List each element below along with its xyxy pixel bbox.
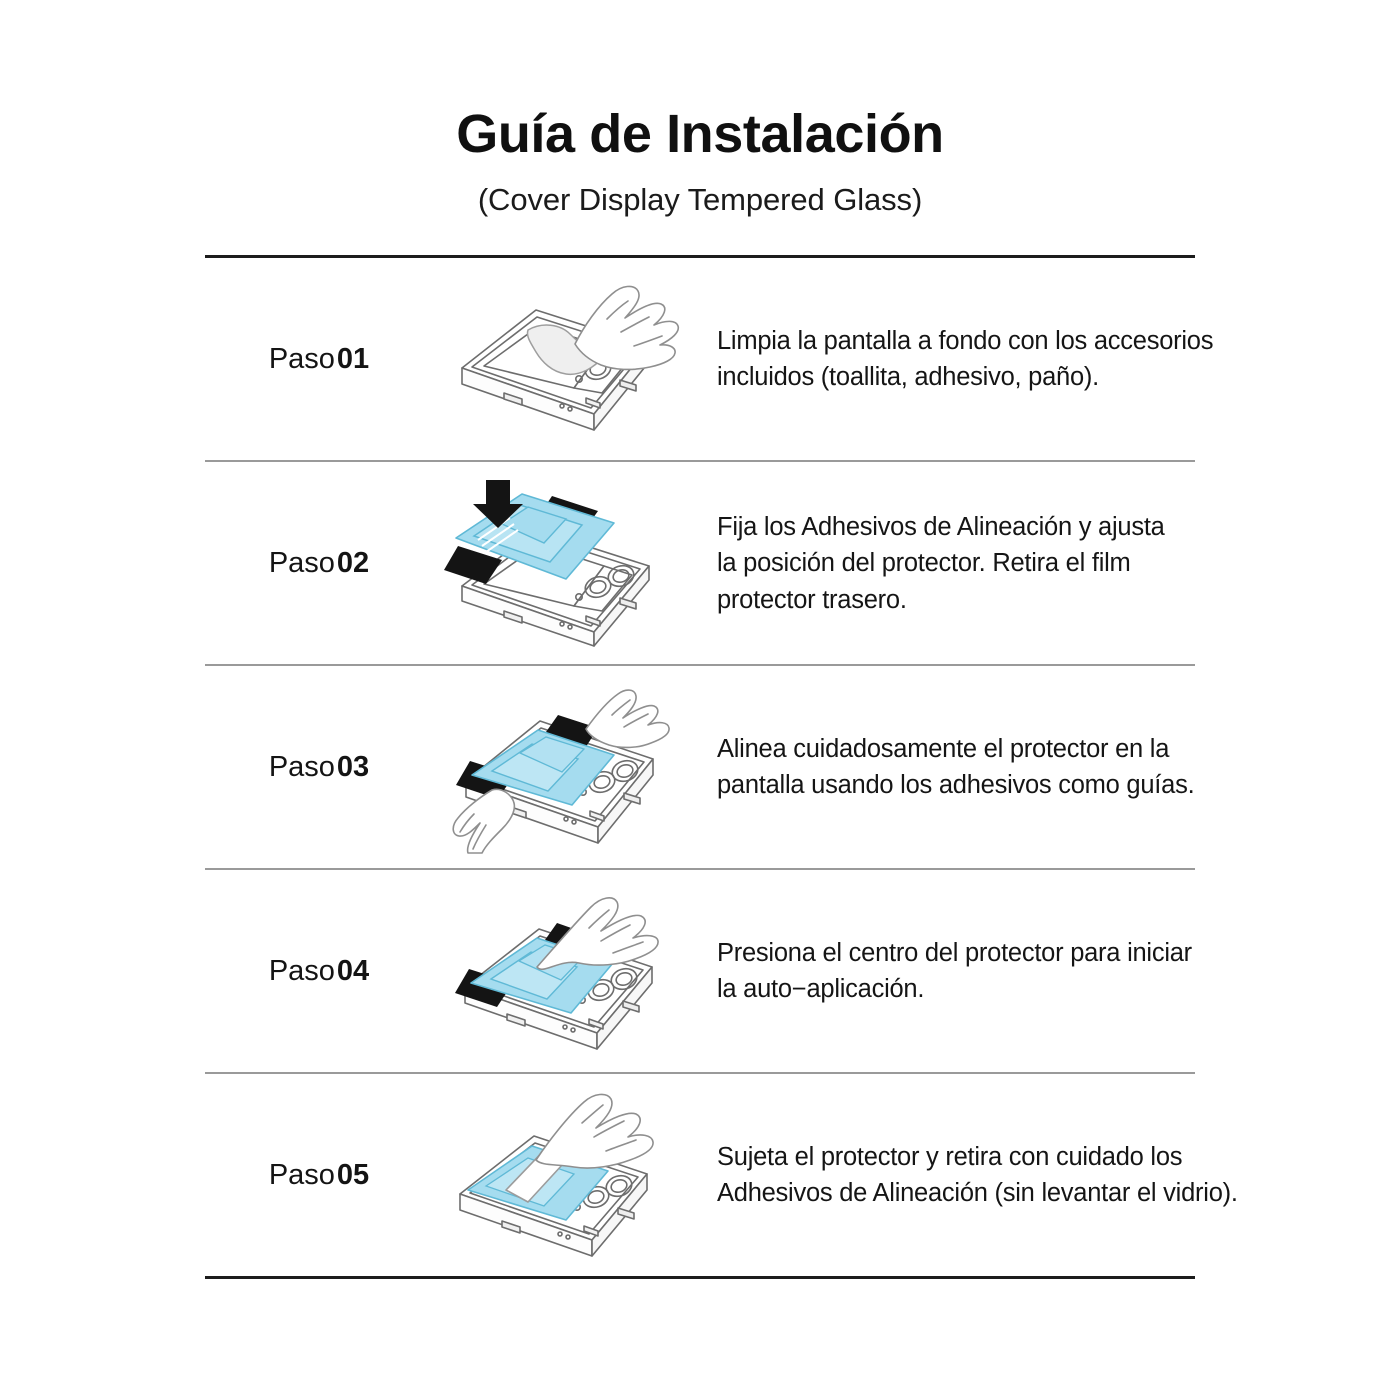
peel-adhesive-icon — [444, 1086, 684, 1264]
desc-line: Fija los Adhesivos de Alineación y ajusta — [717, 513, 1165, 542]
step-label-word: Paso — [268, 1158, 335, 1191]
step-row — [205, 258, 1214, 460]
finger-press-center-icon — [441, 883, 687, 1059]
step-label — [205, 547, 433, 580]
desc-line: Presiona el centro del protector para iniciar — [717, 939, 1192, 968]
step-label-word: Paso — [268, 546, 335, 579]
step-row — [205, 870, 1195, 1072]
step-description — [695, 731, 1198, 803]
step-label — [205, 955, 433, 988]
desc-line: la auto−aplicación. — [717, 975, 925, 1004]
step-description — [695, 323, 1217, 395]
desc-line: Sujeta el protector y retira con cuidado los — [717, 1143, 1183, 1172]
desc-line: protector trasero. — [717, 585, 907, 614]
step-label-word: Paso — [268, 750, 335, 783]
phone-wipe-cloth-icon — [444, 272, 684, 447]
desc-line: Adhesivos de Alineación (sin levantar el vidrio). — [717, 1179, 1238, 1208]
page-subtitle: (Cover Display Tempered Glass) — [477, 182, 923, 218]
protector-two-hands-align-icon — [440, 677, 688, 857]
step-label — [205, 1159, 433, 1192]
step-label-number: 04 — [336, 954, 370, 987]
step-description — [695, 935, 1196, 1007]
divider-bottom — [205, 1276, 1195, 1279]
step-row — [205, 666, 1195, 868]
desc-line: Limpia la pantalla a fondo con los accesorios — [717, 327, 1214, 356]
protector-align-arrow-icon — [444, 474, 684, 652]
step-label-number: 03 — [336, 750, 370, 783]
desc-line: incluidos (toallita, adhesivo, paño). — [717, 363, 1099, 392]
step-label — [205, 343, 433, 376]
page-title: Guía de Instalación — [456, 104, 944, 164]
step-row — [205, 462, 1195, 664]
step-description — [695, 1139, 1242, 1211]
step-illustration — [433, 883, 695, 1059]
step-illustration — [433, 1086, 695, 1264]
step-label-number: 02 — [336, 546, 370, 579]
desc-line: Alinea cuidadosamente el protector en la — [717, 735, 1170, 764]
steps-list — [205, 258, 1238, 1276]
desc-line: pantalla usando los adhesivos como guías. — [717, 771, 1195, 800]
step-illustration — [433, 474, 695, 652]
step-description — [695, 509, 1195, 618]
step-row — [205, 1074, 1238, 1276]
step-label — [205, 751, 433, 784]
step-illustration — [433, 272, 695, 447]
step-label-number: 01 — [336, 342, 370, 375]
step-label-word: Paso — [268, 954, 335, 987]
desc-line: la posición del protector. Retira el film — [717, 549, 1131, 578]
step-label-word: Paso — [268, 342, 335, 375]
step-label-number: 05 — [336, 1158, 370, 1191]
guide-header — [0, 0, 1400, 218]
step-illustration — [433, 677, 695, 857]
